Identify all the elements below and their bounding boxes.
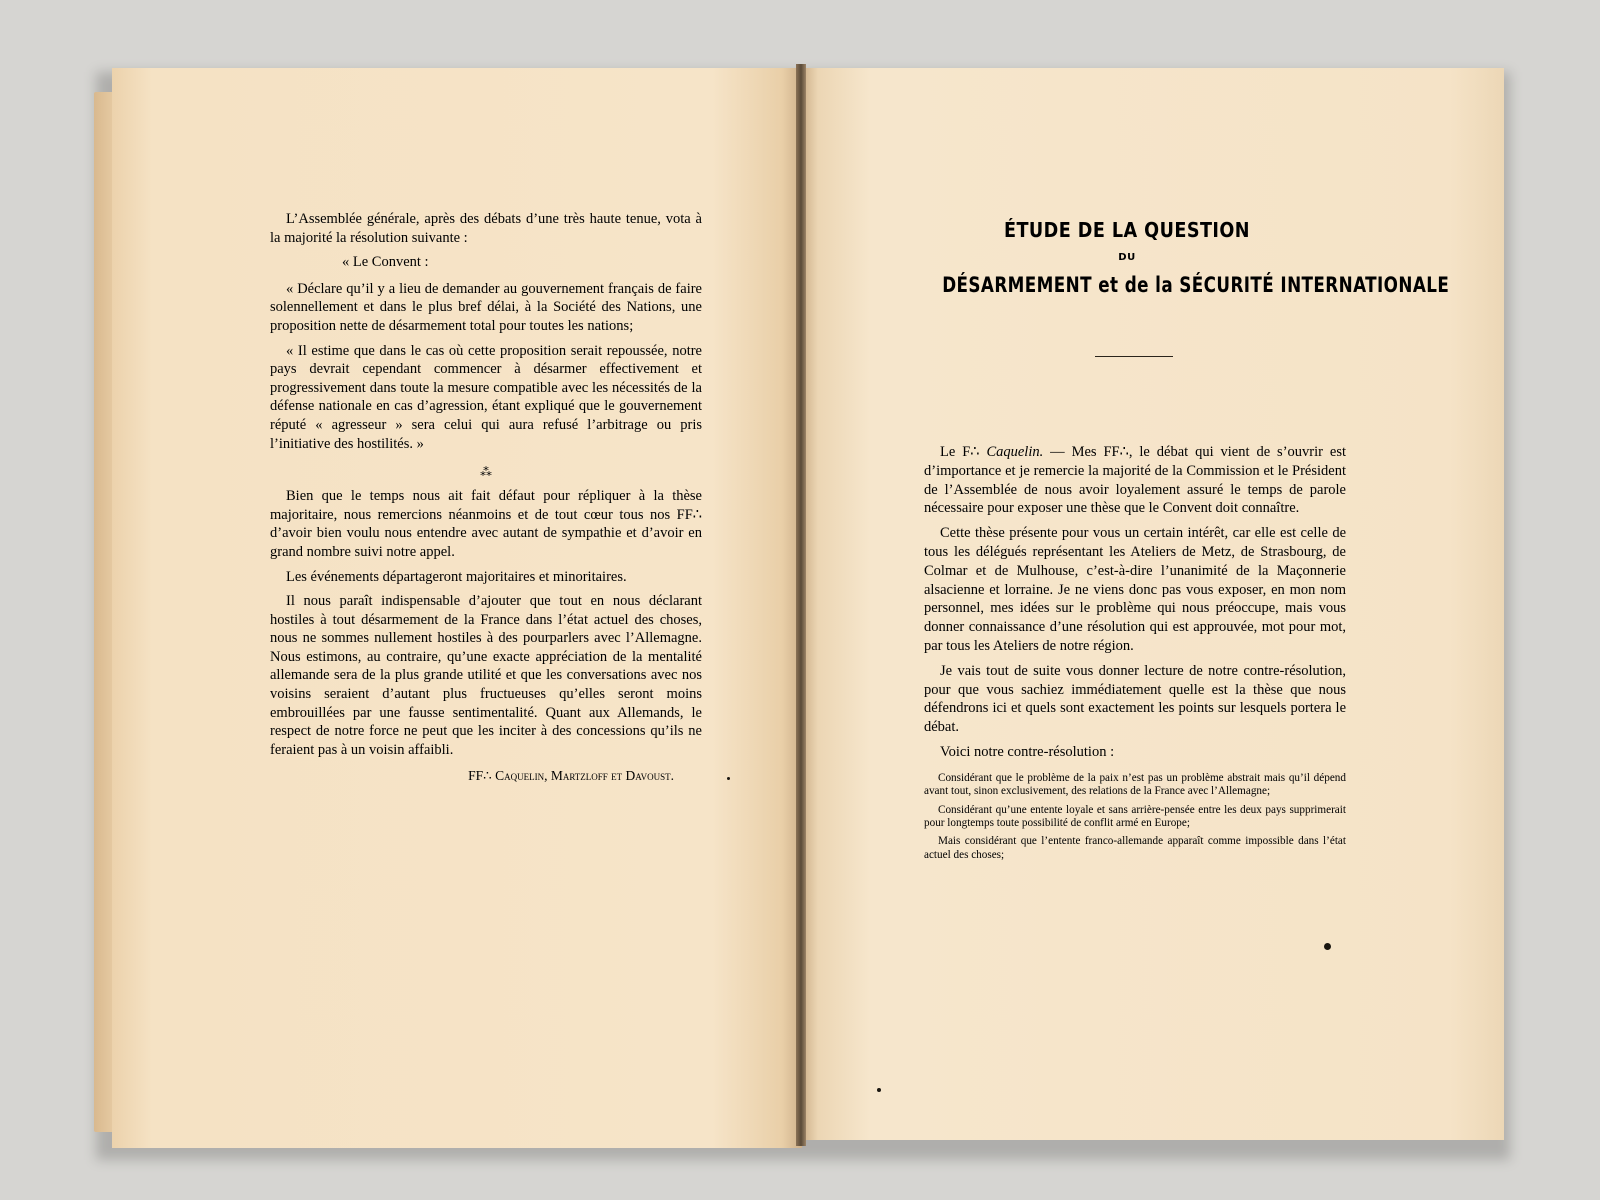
estime-paragraph: « Il estime que dans le cas où cette proposition serait repoussée, notre pays devrait cependant commencer à désarmer effectivement et progressivement dans toute la mesure compatible avec les nécessités de la défense nationale en cas d’agression, étant expliqué que le gouvernement réputé « agresseur » sera celui qui aura refusé l’arbitrage ou pris l’initiative des hostilités. »	[270, 342, 702, 452]
title-rule	[1095, 356, 1173, 357]
il-nous-paragraph: Il nous paraît indispensable d’ajouter que tout en nous déclarant hostiles à tout désarmement de la France dans l’état actuel des choses, nous ne sommes nullement hostiles à des pourparlers avec l’Allemagne. Nous estimons, au contraire, qu’une exacte appréciation de la mentalité allemande sera de la plus grande utilité et que les conversations avec nos voisins seraient d’autant plus fructueuses qu’elles seront moins embrouillées par une fausse sentimentalité. Quant aux Allemands, le respect de notre force ne peut que les inciter à des concessions qu’ils ne feraient pas à un voisin affaibli.	[270, 593, 702, 758]
resolution-clause-3: Mais considérant que l’entente franco-allemande apparaît comme impossible dans l’état actuel des choses;	[924, 835, 1346, 861]
signature: FF∴ Caquelin, Martzloff et Davoust.	[468, 768, 674, 784]
convent-heading: « Le Convent :	[342, 254, 429, 271]
resolution-clause-1: Considérant que le problème de la paix n’est pas un problème abstrait mais qu’il dépend avant tout, sinon exclusivement, des relations de la France avec l’Allemagne;	[924, 771, 1346, 798]
ink-speck	[1324, 943, 1331, 950]
declare-paragraph: « Déclare qu’il y a lieu de demander au gouvernement français de faire solennellement et dans le plus bref délai, à la Société des Nations, une proposition nette de désarmement total pour toutes les nations;	[270, 280, 702, 334]
resolution-clause-2: Considérant qu’une entente loyale et sans arrière-pensée entre les deux pays supprimerait pour longtemps toute possibilité de conflit armé en Europe;	[924, 803, 1346, 829]
speech-paragraph-3: Je vais tout de suite vous donner lecture de notre contre-résolution, pour que vous sachiez immédiatement quelle est la thèse que nous défendrons ici et quels sont exactement les points sur lesquels portera le débat.	[924, 662, 1346, 736]
left-page-text	[270, 210, 702, 792]
ink-speck	[877, 1088, 881, 1092]
speaker-name: Caquelin.	[986, 444, 1044, 460]
title-line-1: ÉTUDE DE LA QUESTION	[1003, 218, 1251, 242]
speech-paragraph-2: Cette thèse présente pour vous un certain intérêt, car elle est celle de tous les délégués représentant les Ateliers de Metz, de Strasbourg, de Colmar et de Mulhouse, c’est-à-dire l’unanimité de la Maçonnerie alsacienne et lorraine. Je ne viens donc pas vous exposer, en mon nom personnel, mes idées sur le problème qui nous préoccupe, mais vous donner connaissance d’une résolution qui est approuvée, mot pour mot, par tous les Ateliers de notre région.	[924, 525, 1346, 654]
asterism-separator: ⁂	[480, 465, 492, 480]
speaker-prefix: Le F∴	[940, 444, 980, 460]
right-page-heading	[896, 218, 1450, 297]
right-page-text	[924, 443, 1346, 867]
speech-paragraph-1-text: — Mes FF∴, le débat qui vient de s’ouvrir est d’importance et je remercie la majorité de la Commission et le Président de l’Assemblée de nous avoir loyalement assuré le temps de parole nécessaire pour exposer une thèse que le Convent doit connaître.	[924, 444, 1346, 517]
bien-que-paragraph: Bien que le temps nous ait fait défaut pour répliquer à la thèse majoritaire, nous remercions néanmoins et de tout cœur tous nos FF∴ d’avoir bien voulu nous entendre avec autant de sympathie et d’avoir en grand nombre suivi notre appel.	[270, 488, 702, 560]
intro-paragraph: L’Assemblée générale, après des débats d’une très haute tenue, vota à la majorité la résolution suivante :	[270, 211, 702, 246]
speech-paragraph-4: Voici notre contre-résolution :	[940, 743, 1115, 760]
ink-speck	[727, 777, 730, 780]
title-line-2: DU	[1118, 252, 1136, 263]
title-line-3: DÉSARMEMENT et de la SÉCURITÉ INTERNATIONALE	[942, 273, 1450, 297]
evenements-paragraph: Les événements départageront majoritaires et minoritaires.	[286, 568, 627, 585]
book-gutter	[796, 64, 806, 1146]
speech-paragraph-1	[924, 443, 1346, 518]
